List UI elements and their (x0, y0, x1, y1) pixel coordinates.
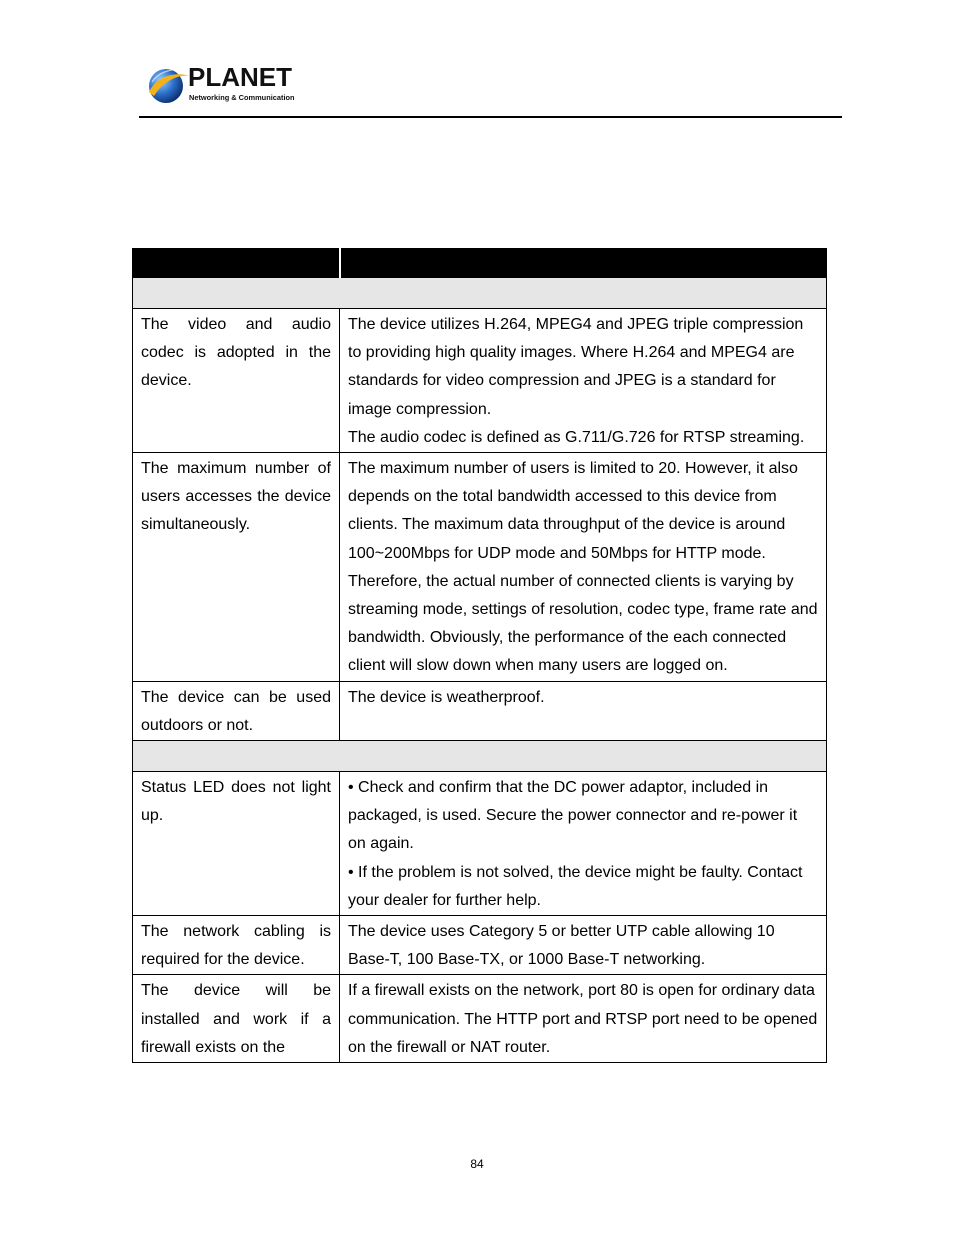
svg-text:PLANET: PLANET (188, 62, 292, 92)
answer-paragraph: If a firewall exists on the network, port 80 is open for ordinary data communication. The HTTP port and RTSP port need to be opened on the firewall or NAT router. (348, 982, 818, 1056)
question-cell: The video and audio codec is adopted in the device. (133, 309, 340, 453)
planet-logo (146, 62, 306, 108)
svg-text:Networking & Communication: Networking & Communication (189, 93, 295, 102)
answer-cell (340, 916, 827, 975)
section-header-row (133, 278, 827, 309)
section-header-row (133, 741, 827, 772)
table-row (133, 772, 827, 916)
table-row (133, 681, 827, 740)
answer-cell (340, 772, 827, 916)
question-cell: The device can be used outdoors or not. (133, 681, 340, 740)
section-header-cell (133, 278, 827, 309)
answer-paragraph: The maximum number of users is limited to 20. However, it also depends on the total bandwidth accessed to this device from clients. The maximum data throughput of the device is around 100~200Mbps for UDP mode and 50Mbps for HTTP mode. Therefore, the actual number of connected clients is varying by streaming mode, settings of resolution, codec type, frame rate and bandwidth. Obviously, the performance of the each connected client will slow down when many users are logged on. (348, 460, 818, 675)
table-row (133, 453, 827, 682)
table-row (133, 916, 827, 975)
answer-paragraph: • Check and confirm that the DC power adaptor, included in packaged, is used. Secure the power connector and re-power it on again. (348, 779, 798, 853)
answer-paragraph: • If the problem is not solved, the device might be faulty. Contact your dealer for further help. (348, 863, 803, 909)
table-row (133, 309, 827, 453)
header-divider (139, 116, 842, 118)
answer-paragraph: The device utilizes H.264, MPEG4 and JPEG triple compression to providing high quality images. Where H.264 and MPEG4 are standards for video compression and JPEG is a standard for image compression. (348, 316, 804, 418)
answer-paragraph: The device uses Category 5 or better UTP cable allowing 10 Base-T, 100 Base-TX, or 1000 Base-T networking. (348, 923, 775, 969)
answer-cell (340, 453, 827, 682)
table-header-row (133, 249, 827, 278)
page-number: 84 (470, 1157, 484, 1171)
answer-cell (340, 681, 827, 740)
question-cell: The maximum number of users accesses the device simultaneously. (133, 453, 340, 682)
question-cell: Status LED does not light up. (133, 772, 340, 916)
section-header-cell (133, 741, 827, 772)
answer-paragraph: The device is weatherproof. (348, 688, 545, 706)
faq-table (132, 248, 827, 1063)
answer-cell (340, 975, 827, 1063)
question-cell: The network cabling is required for the device. (133, 916, 340, 975)
table-row (133, 975, 827, 1063)
answer-paragraph: The audio codec is defined as G.711/G.726 for RTSP streaming. (348, 428, 805, 446)
answer-cell (340, 309, 827, 453)
header-cell-question (133, 249, 340, 278)
question-cell: The device will be installed and work if a firewall exists on the (133, 975, 340, 1063)
header-cell-answer (340, 249, 827, 278)
